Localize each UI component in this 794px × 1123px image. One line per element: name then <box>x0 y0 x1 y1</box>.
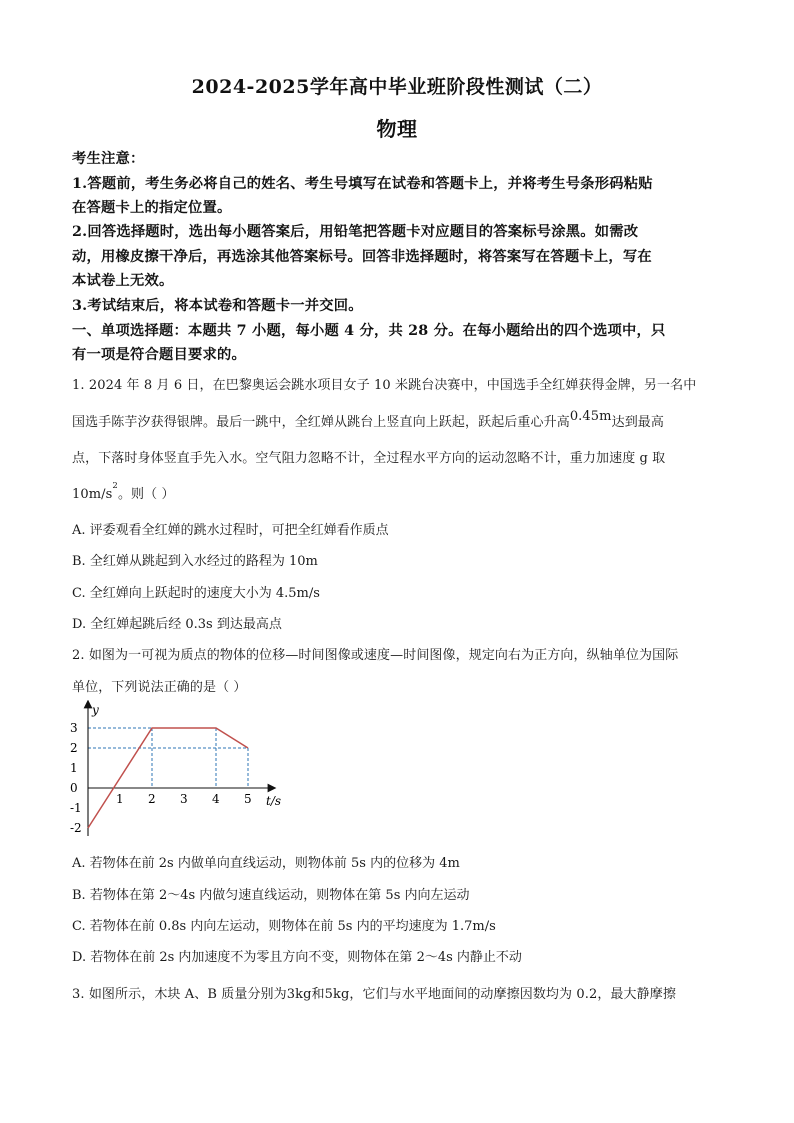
q2-line-1: 2. 如图为一可视为质点的物体的位移—时间图像或速度—时间图像，规定向右为正方向，纵轴单位为国际 <box>72 648 679 663</box>
y-tick--2: -2 <box>70 821 82 835</box>
q3-line-1 <box>72 983 722 1002</box>
q3-mass-b: 5kg <box>324 987 350 1002</box>
q3-text-c: ，它们与水平地面间的动摩擦因数均为 0.2，最大静摩擦 <box>349 987 676 1002</box>
q1-height-value: 0.45m <box>569 409 612 424</box>
q1-option-a: A. 评委观看全红婵的跳水过程时，可把全红婵看作质点 <box>72 523 389 538</box>
q1-line-3: 点，下落时身体竖直手先入水。空气阻力忽略不计，全过程水平方向的运动忽略不计，重力加速度 g 取 <box>72 451 666 466</box>
q1-line-2-text-b: 达到最高 <box>611 415 664 430</box>
guide-lines <box>88 728 248 788</box>
notice-item-2-line-2: 动，用橡皮擦干净后，再选涂其他答案标号。回答非选择题时，将答案写在答题卡上，写在 <box>72 249 652 265</box>
notice-item-1-line-1: 1.答题前，考生务必将自己的姓名、考生号填写在试卷和答题卡上，并将考生号条形码粘贴 <box>72 176 653 192</box>
q2-option-c: C. 若物体在前 0.8s 内向左运动，则物体在前 5s 内的平均速度为 1.7m/s <box>72 919 496 934</box>
q2-graph <box>60 700 300 840</box>
q1-gravity-value: 10m/s <box>72 487 113 502</box>
q3-text-a: 3. 如图所示，木块 A、B 质量分别为 <box>72 987 287 1002</box>
q1-option-d: D. 全红婵起跳后经 0.3s 到达最高点 <box>72 617 282 632</box>
exam-title: 2024-2025学年高中毕业班阶段性测试（二） <box>191 76 603 98</box>
q1-line-4-text: 。则（ ） <box>117 487 175 502</box>
q1-line-4 <box>72 483 722 502</box>
notice-item-2-line-3: 本试卷上无效。 <box>72 273 174 289</box>
y-tick-0: 0 <box>70 781 78 795</box>
x-tick-1: 1 <box>116 792 124 806</box>
y-tick-1: 1 <box>70 761 78 775</box>
x-axis-label: t/s <box>266 794 282 808</box>
q2-line-2: 单位，下列说法正确的是（ ） <box>72 680 247 695</box>
q1-option-b: B. 全红婵从跳起到入水经过的路程为 10m <box>72 554 318 569</box>
q1-line-1: 1. 2024 年 8 月 6 日，在巴黎奥运会跳水项目女子 10 米跳台决赛中，中国选手全红婵获得金牌，另一名中 <box>72 378 697 393</box>
x-tick-labels <box>116 792 252 806</box>
q3-mass-a: 3kg <box>286 987 312 1002</box>
subject-title: 物理 <box>376 117 418 141</box>
q2-option-b: B. 若物体在第 2～4s 内做匀速直线运动，则物体在第 5s 内向左运动 <box>72 888 470 903</box>
q1-option-c: C. 全红婵向上跃起时的速度大小为 4.5m/s <box>72 586 320 601</box>
x-tick-3: 3 <box>180 792 188 806</box>
q2-option-d: D. 若物体在前 2s 内加速度不为零且方向不变，则物体在第 2～4s 内静止不动 <box>72 950 522 965</box>
section-1-line-1: 一、单项选择题：本题共 7 小题，每小题 4 分，共 28 分。在每小题给出的四个选项中，只 <box>72 323 666 339</box>
y-tick-3: 3 <box>70 721 78 735</box>
notice-item-3: 3.考试结束后，将本试卷和答题卡一并交回。 <box>72 298 363 314</box>
x-tick-4: 4 <box>212 792 220 806</box>
q3-text-b: 和 <box>311 987 325 1002</box>
section-1-line-2: 有一项是符合题目要求的。 <box>72 347 246 363</box>
y-tick-2: 2 <box>70 741 78 755</box>
x-tick-2: 2 <box>148 792 156 806</box>
notice-heading: 考生注意： <box>72 151 145 167</box>
notice-item-2-line-1: 2.回答选择题时，选出每小题答案后，用铅笔把答题卡对应题目的答案标号涂黑。如需改 <box>72 224 639 240</box>
q1-line-2 <box>72 411 722 430</box>
y-axis-label: y <box>92 703 99 717</box>
q1-line-2-text-a: 国选手陈芋汐获得银牌。最后一跳中，全红婵从跳台上竖直向上跃起，跃起后重心升高 <box>72 415 570 430</box>
notice-item-1-line-2: 在答题卡上的指定位置。 <box>72 200 232 216</box>
q2-option-a: A. 若物体在前 2s 内做单向直线运动，则物体前 5s 内的位移为 4m <box>72 856 460 871</box>
q1-gravity-exponent: 2 <box>112 481 118 491</box>
y-tick--1: -1 <box>70 801 82 815</box>
y-tick-labels <box>70 721 82 835</box>
x-tick-5: 5 <box>244 792 252 806</box>
series-line <box>88 728 248 828</box>
